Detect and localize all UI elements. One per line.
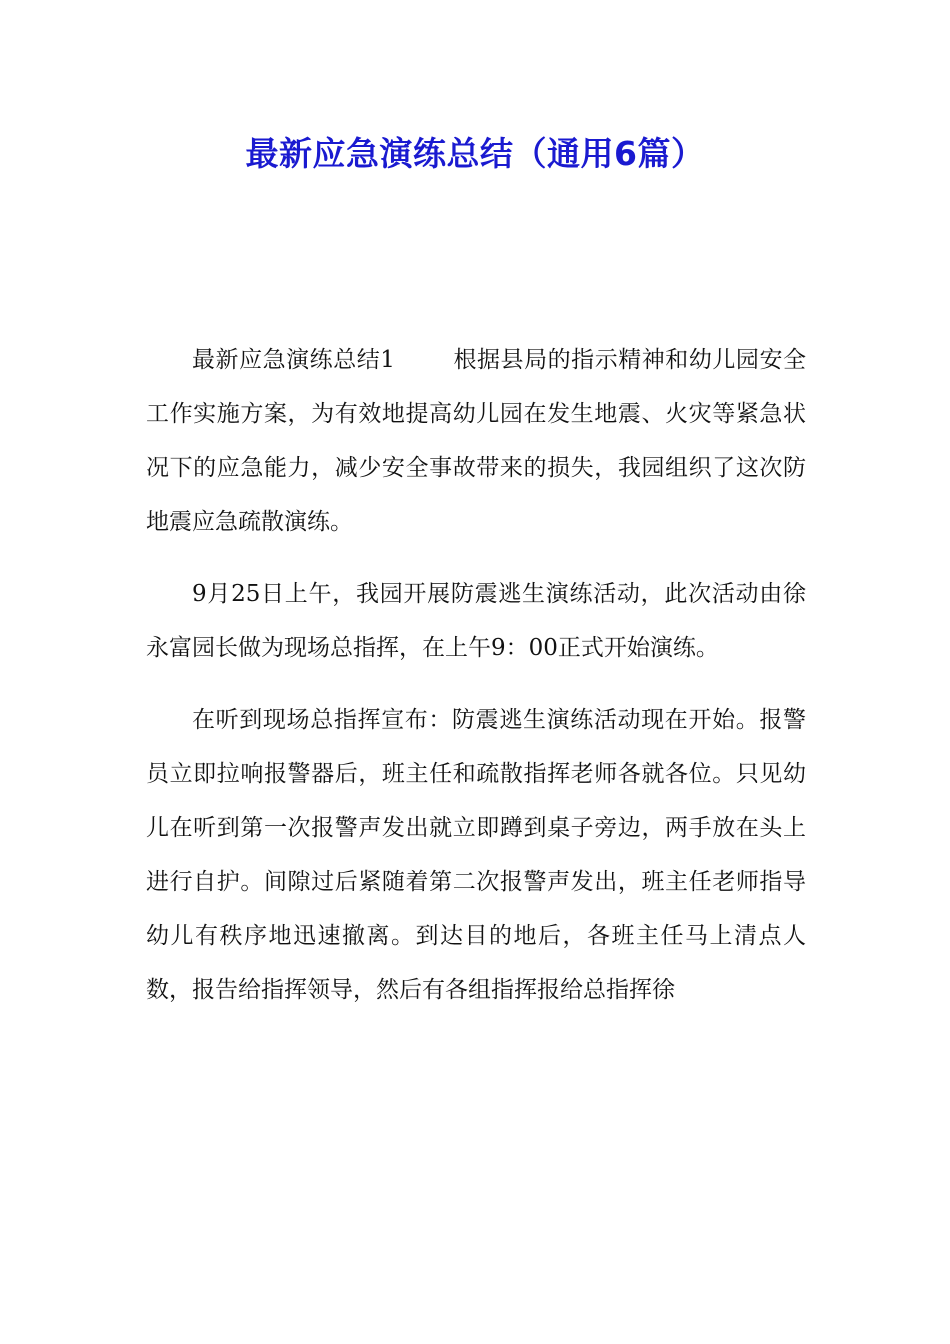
paragraph-1 bbox=[146, 333, 806, 549]
paragraph-3: 在听到现场总指挥宣布：防震逃生演练活动现在开始。报警员立即拉响报警器后，班主任和疏散指挥老师各就各位。只见幼儿在听到第一次报警声发出就立即蹲到桌子旁边，两手放在头上进行自护。间隙过后紧随着第二次报警声发出，班主任老师指导幼儿有秩序地迅速撤离。到达目的地后，各班主任马上清点人数，报告给指挥领导，然后有各组指挥报给总指挥徐 bbox=[146, 707, 806, 1003]
document-body bbox=[146, 333, 806, 1017]
paragraph-2: 9月25日上午，我园开展防震逃生演练活动，此次活动由徐永富园长做为现场总指挥，在上午9：00正式开始演练。 bbox=[146, 581, 806, 661]
document-title: 最新应急演练总结（通用6篇） bbox=[245, 134, 705, 173]
section-heading: 最新应急演练总结1 bbox=[192, 347, 395, 373]
paragraph-1-text: 根据县局的指示精神和幼儿园安全工作实施方案，为有效地提高幼儿园在发生地震、火灾等紧急状况下的应急能力，减少安全事故带来的损失，我园组织了这次防地震应急疏散演练。 bbox=[146, 347, 806, 535]
